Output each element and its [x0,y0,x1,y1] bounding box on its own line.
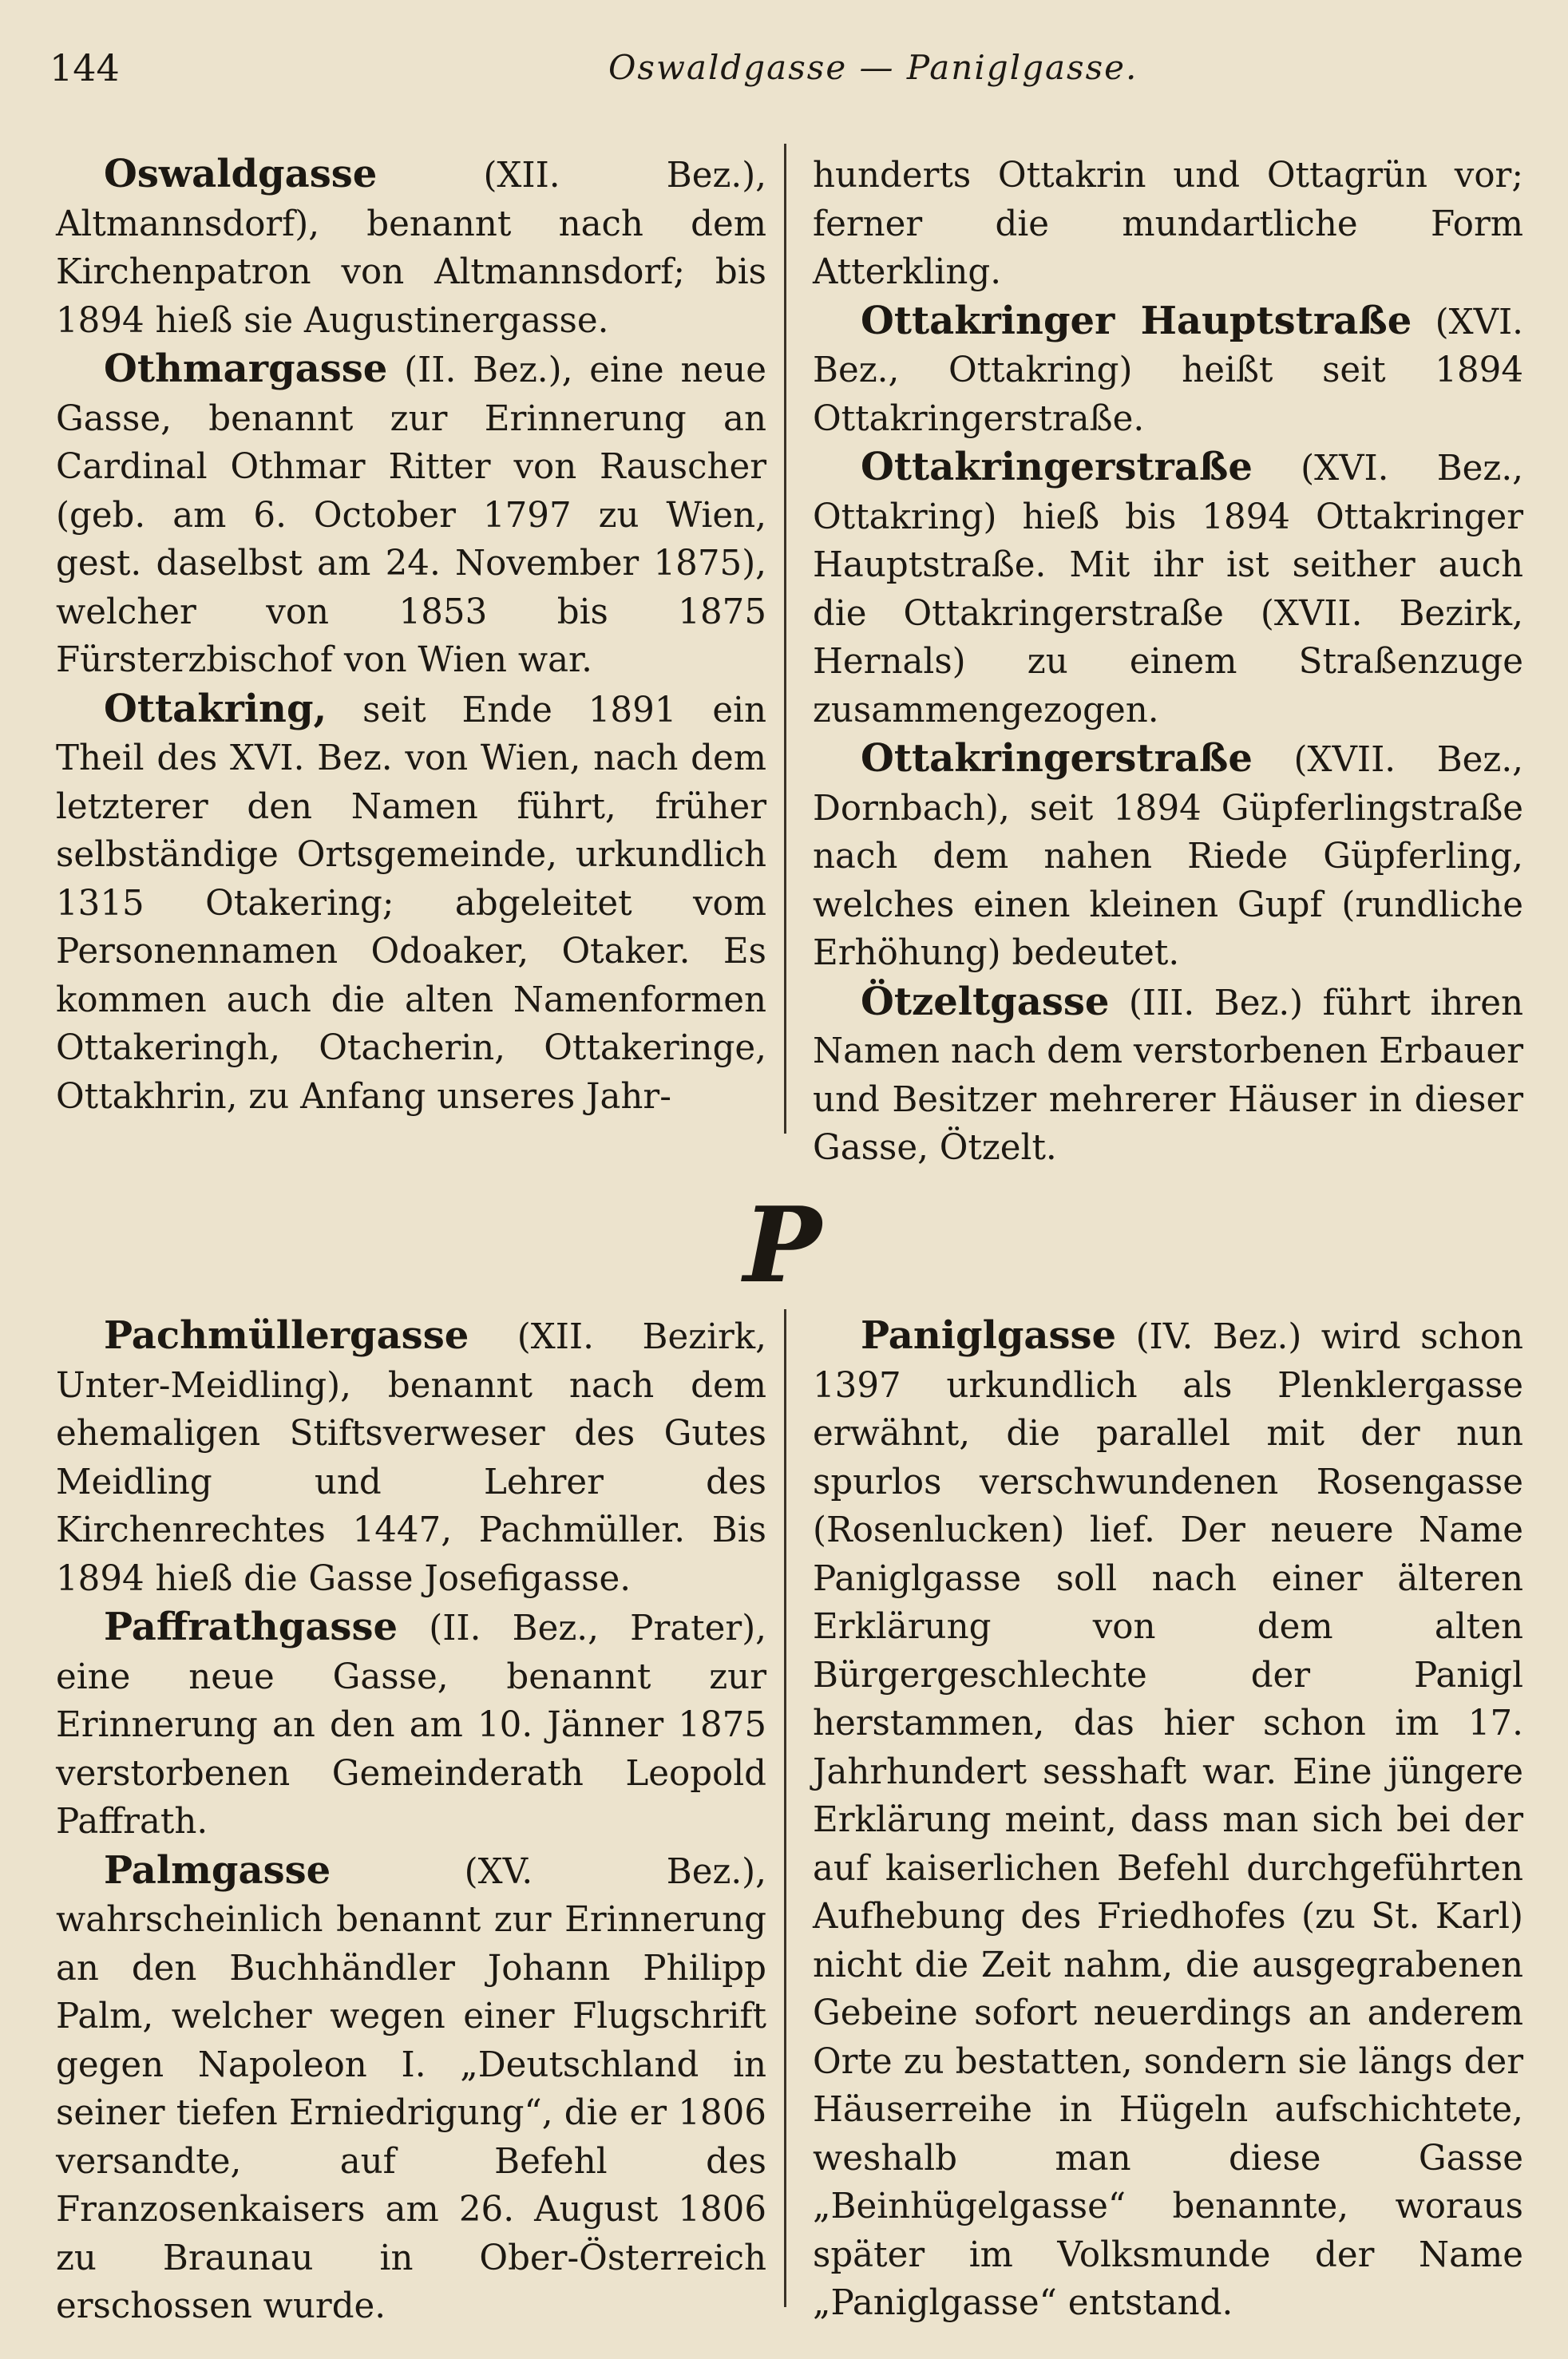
column-top-left [56,150,766,1121]
entry-text: seit Ende 1891 ein Theil des XVI. Bez. von Wien, nach dem letzterer den Namen führt, früher selbständige Ortsgemeinde, urkundlich 1315 Otakering; abgeleitet vom Personennamen Odoaker, Otaker. Es kommen auch die alten Namenformen Ottakeringh, Otacherin, Ottakeringe, Ottakhrin, zu Anfang unseres Jahr- [56,690,766,1117]
column-divider-top [784,144,786,1134]
entry-text: (XVI. Bez., Ottakring) heißt seit 1894 Ottakringerstraße. [813,302,1523,439]
entry-text: (III. Bez.) führt ihren Namen nach dem verstorbenen Erbauer und Besitzer mehrerer Häuser in dieser Gasse, Ötzelt. [813,983,1523,1168]
entry-text: (XVI. Bez., Ottakring) hieß bis 1894 Ottakringer Hauptstraße. Mit ihr ist seither auch die Ottakringerstraße (XVII. Bezirk, Hernals) zu einem Straßenzuge zusammengezogen. [813,449,1523,730]
running-head [49,46,1519,102]
entry-text: (XVII. Bez., Dornbach), seit 1894 Güpferlingstraße nach dem nahen Riede Güpferling, welches einen kleinen Gupf (rundliche Erhöhung) bedeutet. [813,740,1523,973]
entry-continuation [813,150,1523,297]
entry [813,297,1523,444]
entry-head: Paniglgasse [861,1313,1117,1358]
entry [56,1312,766,1603]
entry [56,1846,766,2331]
entry-head: Othmargasse [104,346,388,391]
entry [813,978,1523,1173]
running-title: Oswaldgasse — Paniglgasse. [608,48,1138,87]
entry-head: Pachmüllergasse [104,1313,469,1358]
entry [56,685,766,1122]
page-number: 144 [49,46,120,89]
entry-text: (XV. Bez.), wahrscheinlich benannt zur Erinnerung an den Buchhändler Johann Philipp Palm, welcher wegen einer Flugschrift gegen Napoleon I. „Deutschland in seiner tiefen Erniedrigung“, die er 1806 versandte, auf Befehl des Franzosenkaisers am 26. August 1806 zu Braunau in Ober-Österreich erschossen wurde. [56,1851,766,2326]
entry-head: Ottakringerstraße [861,445,1253,489]
column-top-right [813,150,1523,1173]
entry-head: Palmgasse [104,1847,331,1893]
entry-head: Ottakring, [104,686,327,731]
entry-text: (XII. Bezirk, Unter-Meidling), benannt nach dem ehemaligen Stiftsverweser des Gutes Meidling und Lehrer des Kirchenrechtes 1447, Pachmüller. Bis 1894 hieß die Gasse Josefigasse. [56,1317,766,1599]
entry [813,734,1523,978]
entry [813,1312,1523,2328]
column-divider-bottom [784,1309,786,2307]
entry-text: (II. Bez.), eine neue Gasse, benannt zur Erinnerung an Cardinal Othmar Ritter von Rauscher (geb. am 6. October 1797 zu Wien, gest. daselbst am 24. November 1875), welcher von 1853 bis 1875 Fürsterzbischof von Wien war. [56,350,766,680]
entry-head: Ötzeltgasse [861,979,1110,1024]
entry-text: (II. Bez., Prater), eine neue Gasse, benannt zur Erinnerung an den am 10. Jänner 1875 verstorbenen Gemeinderath Leopold Paffrath. [56,1609,766,1842]
entry [56,1603,766,1846]
entry-text: hunderts Ottakrin und Ottagrün vor; ferner die mundartliche Form Atterkling. [813,156,1523,292]
section-letter: P [743,1184,822,1306]
column-bottom-right [813,1312,1523,2328]
entry-head: Ottakringer Hauptstraße [861,298,1412,343]
entry-head: Oswaldgasse [104,152,378,196]
entry [813,443,1523,734]
entry-head: Paffrathgasse [104,1605,398,1649]
entry-text: (IV. Bez.) wird schon 1397 urkundlich als Plenklergasse erwähnt, die parallel mit der nun spurlos verschwundenen Rosengasse (Rosenlucken) lief. Der neuere Name Paniglgasse soll nach einer älteren Erklärung von dem alten Bürgergeschlechte der Panigl herstammen, das hier schon im 17. Jahrhundert sesshaft war. Eine jüngere Erklärung meint, dass man sich bei der auf kaiserlichen Befehl durchgeführten Aufhebung des Friedhofes (zu St. Karl) nicht die Zeit nahm, die ausgegrabenen Gebeine sofort neuerdings an anderem Orte zu bestatten, sondern sie längs der Häuserreihe in Hügeln aufschichtete, weshalb man diese Gasse „Beinhügelgasse“ benannte, woraus später im Volksmunde der Name „Paniglgasse“ entstand. [813,1317,1523,2323]
entry-text: (XII. Bez.), Altmannsdorf), benannt nach dem Kirchenpatron von Altmannsdorf; bis 1894 hieß sie Augustinergasse. [56,156,766,341]
entry-head: Ottakringerstraße [861,736,1253,781]
column-bottom-left [56,1312,766,2331]
entry [56,345,766,685]
entry [56,150,766,345]
